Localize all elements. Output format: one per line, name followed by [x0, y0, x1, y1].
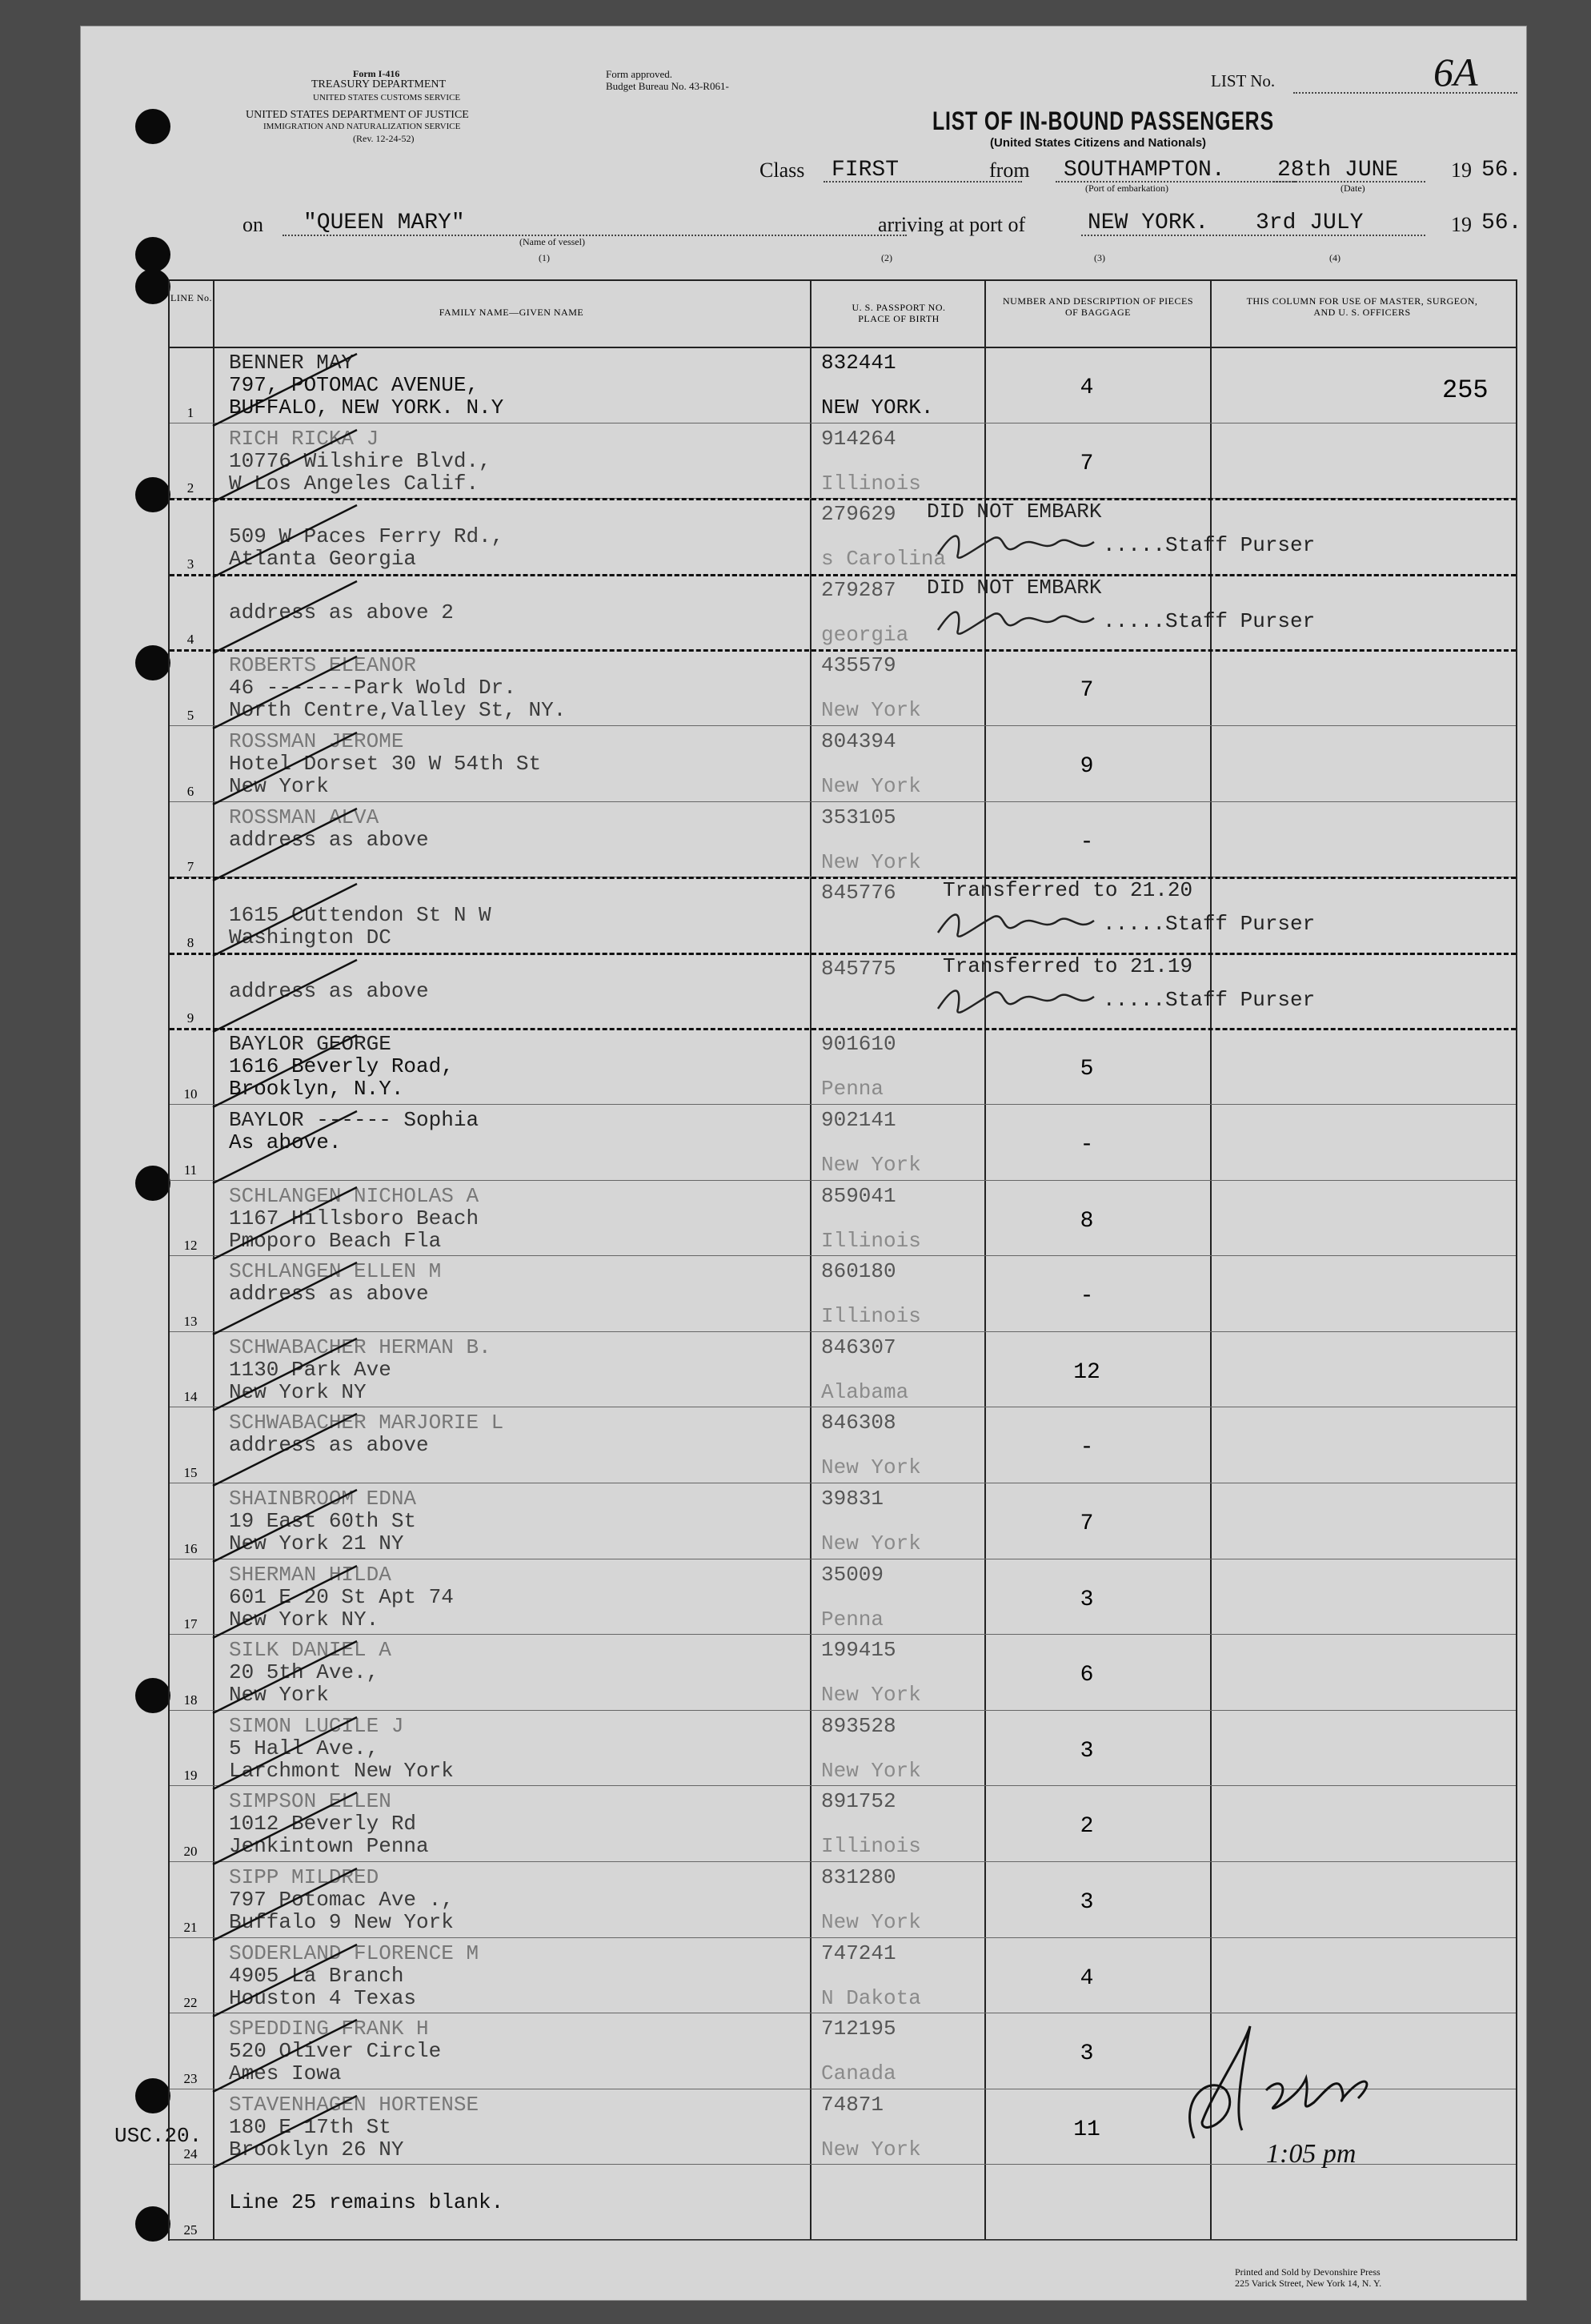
passport-and-birthplace: 891752 Illinois [821, 1789, 921, 1859]
passenger-name-address: BENNER MAY 797, POTOMAC AVENUE, BUFFALO, NEW YORK. N.Y [229, 351, 504, 419]
officer-note: 255 [1442, 375, 1489, 405]
check-mark [205, 1031, 365, 1119]
line-number: 6 [186, 783, 194, 799]
baggage-count: - [1080, 829, 1094, 855]
line-number: 25 [183, 2222, 198, 2238]
passport-and-birthplace: 901610 Penna [821, 1032, 896, 1102]
baggage-count: - [1080, 1284, 1094, 1310]
row-remark: DID NOT EMBARK [927, 575, 1102, 600]
passport-and-birthplace: 902141 New York [821, 1108, 921, 1177]
check-mark [205, 729, 365, 817]
passport-and-birthplace: 35009 Penna [821, 1562, 884, 1632]
passport-and-birthplace: 435579 New York [821, 653, 921, 723]
punch-hole [135, 109, 170, 144]
purser-title: .....Staff Purser [1103, 533, 1316, 558]
port-caption: (Port of embarkation) [1085, 183, 1168, 194]
passenger-name-address: ROBERTS ELEANOR 46 -------Park Wold Dr. North Centre,Valley St, NY. [229, 653, 567, 723]
line-number: 13 [183, 1313, 198, 1329]
arrival-date: 3rd JULY [1256, 211, 1364, 235]
baggage-count: 9 [1080, 754, 1094, 779]
row-remark: DID NOT EMBARK [927, 500, 1102, 524]
passport-and-birthplace: 353105 New York [821, 805, 921, 874]
from-label: from [989, 159, 1030, 182]
purser-title: .....Staff Purser [1103, 608, 1316, 633]
check-mark [205, 652, 365, 741]
line-number: 10 [183, 1086, 198, 1102]
customs-service: UNITED STATES CUSTOMS SERVICE [313, 93, 461, 102]
year-arrival: 56. [1481, 211, 1522, 235]
baggage-count: 5 [1080, 1057, 1094, 1082]
line-number: 20 [183, 1844, 198, 1859]
immigration-service: IMMIGRATION AND NATURALIZATION SERVICE [263, 122, 461, 131]
passenger-name-address: address as above 2 [229, 600, 454, 624]
punch-hole [135, 645, 170, 680]
vessel-caption: (Name of vessel) [519, 236, 585, 247]
passport-and-birthplace: 39831 New York [821, 1487, 921, 1555]
header-name: FAMILY NAME—GIVEN NAME [439, 307, 584, 318]
usc-stamp: USC.20. [114, 2124, 202, 2148]
passport-and-birthplace: 846307 Alabama [821, 1335, 909, 1404]
passenger-name-address: 1615 Cuttendon St N W Washington DC [229, 903, 491, 950]
passport-and-birthplace: 845775 [821, 956, 896, 981]
row-remark: Transferred to 21.19 [943, 953, 1193, 978]
passenger-name-address: SIPP MILDRED 797 Potomac Ave ., Buffalo 9 New York [229, 1865, 454, 1934]
check-mark [205, 1788, 365, 1876]
passport-and-birthplace: 860180 Illinois [821, 1259, 921, 1329]
baggage-count: 6 [1080, 1663, 1094, 1688]
check-mark [205, 577, 365, 665]
arrival-port: NEW YORK. [1088, 211, 1209, 235]
column-3-caption: (3) [1094, 252, 1105, 263]
passport-and-birthplace: 199415 New York [821, 1638, 921, 1708]
passenger-name-address: SILK DANIEL A 20 5th Ave., New York [229, 1638, 391, 1708]
punch-hole [135, 1166, 170, 1201]
header-passport: U. S. PASSPORT NO. PLACE OF BIRTH [852, 302, 946, 324]
list-no-label: LIST No. [1211, 71, 1276, 90]
passport-and-birthplace: 804394 New York [821, 729, 921, 798]
line-number: 23 [183, 2070, 198, 2086]
passenger-name-address: Line 25 remains blank. [229, 2190, 504, 2215]
year-prefix: 19 [1451, 159, 1472, 182]
baggage-count: 3 [1080, 1890, 1094, 1915]
printer-line-2: 225 Varick Street, New York 14, N. Y. [1235, 2278, 1382, 2289]
baggage-count: 2 [1080, 1814, 1094, 1840]
purser-signature [930, 522, 1114, 570]
passenger-name-address: SODERLAND FLORENCE M 4905 La Branch Houston 4 Texas [229, 1941, 479, 2010]
passenger-name-address: ROSSMAN JEROME Hotel Dorset 30 W 54th St New York [229, 729, 542, 798]
department-of-justice: UNITED STATES DEPARTMENT OF JUSTICE [246, 109, 469, 121]
class-value: FIRST [832, 158, 900, 183]
check-mark [205, 1713, 365, 1801]
passport-and-birthplace: 846308 New York [821, 1411, 921, 1480]
list-no-value: 6A [1433, 50, 1478, 94]
line-number: 4 [186, 632, 194, 648]
passenger-table [168, 279, 1517, 2241]
passport-and-birthplace: 859041 Illinois [821, 1183, 921, 1253]
line-number: 19 [183, 1768, 198, 1784]
line-number: 9 [186, 1010, 194, 1026]
passport-and-birthplace: 914264 Illinois [821, 426, 921, 496]
column-4-caption: (4) [1329, 252, 1341, 263]
column-2-caption: (2) [881, 252, 892, 263]
page-subtitle: (United States Citizens and Nationals) [990, 136, 1207, 150]
check-mark [205, 1258, 365, 1347]
punch-hole [135, 269, 170, 304]
header-line-no: LINE No. [170, 292, 212, 303]
baggage-count: 3 [1080, 1587, 1094, 1612]
line-number: 1 [186, 404, 194, 420]
budget-bureau: Budget Bureau No. 43-R061- [606, 80, 729, 92]
purser-signature [930, 901, 1114, 949]
baggage-count: 3 [1080, 1738, 1094, 1764]
passport-and-birthplace: 845776 [821, 881, 896, 905]
purser-signature [930, 977, 1114, 1025]
baggage-count: 7 [1080, 678, 1094, 704]
check-mark [205, 1486, 365, 1574]
date-caption: (Date) [1341, 183, 1365, 194]
on-label: on [242, 213, 263, 236]
check-mark [205, 2092, 365, 2180]
check-mark [205, 956, 365, 1044]
baggage-count: 7 [1080, 451, 1094, 476]
passport-and-birthplace: 831280 New York [821, 1865, 921, 1934]
port-of-embarkation: SOUTHAMPTON. [1064, 158, 1225, 183]
check-mark [205, 1410, 365, 1498]
treasury-department: TREASURY DEPARTMENT [311, 78, 447, 90]
passenger-name-address: STAVENHAGEN HORTENSE 180 E 17th St Brooklyn 26 NY [229, 2092, 479, 2161]
line-number: 2 [186, 480, 194, 496]
passenger-name-address: SHERMAN HILDA 601 E 20 St Apt 74 New York NY. [229, 1562, 454, 1632]
header-officers: THIS COLUMN FOR USE OF MASTER, SURGEON, AND U. S. OFFICERS [1246, 295, 1478, 318]
passenger-name-address: SCHWABACHER MARJORIE L address as above [229, 1411, 504, 1458]
check-mark [205, 1335, 365, 1423]
check-mark [205, 1183, 365, 1271]
passenger-name-address: SCHLANGEN NICHOLAS A 1167 Hillsboro Beach Pmoporo Beach Fla [229, 1183, 479, 1253]
line-number: 5 [186, 708, 194, 723]
passenger-name-address: SCHLANGEN ELLEN M address as above [229, 1259, 442, 1306]
check-mark [205, 1107, 365, 1195]
purser-title: .....Staff Purser [1103, 912, 1316, 937]
line-number: 3 [186, 556, 194, 572]
passenger-name-address: BAYLOR ------ Sophia As above. [229, 1108, 479, 1154]
line-number: 16 [183, 1540, 198, 1556]
baggage-count: - [1080, 1435, 1094, 1461]
form-number: Form I-416 [353, 68, 400, 79]
column-1-caption: (1) [539, 252, 550, 263]
line-number: 14 [183, 1389, 198, 1405]
passenger-name-address: SHAINBROOM EDNA 19 East 60th St New York 21 NY [229, 1487, 417, 1555]
passenger-name-address: address as above [229, 978, 429, 1003]
year-departure: 56. [1481, 158, 1522, 183]
passenger-name-address: BAYLOR GEORGE 1616 Beverly Road, Brooklyn, N.Y. [229, 1032, 454, 1102]
passport-and-birthplace: 747241 N Dakota [821, 1941, 921, 2010]
printer-line-1: Printed and Sold by Devonshire Press [1235, 2266, 1381, 2278]
baggage-count: 11 [1073, 2117, 1100, 2142]
passenger-name-address: SIMPSON ELLEN 1012 Beverly Rd Jenkintown Penna [229, 1789, 429, 1859]
line-number: 15 [183, 1465, 198, 1480]
year-prefix-2: 19 [1451, 213, 1472, 236]
check-mark [205, 1562, 365, 1650]
purser-signature [930, 598, 1114, 646]
baggage-count: 3 [1080, 2041, 1094, 2067]
line-number: 8 [186, 934, 194, 950]
punch-hole [135, 237, 170, 272]
punch-hole [135, 1678, 170, 1713]
passport-and-birthplace: 893528 New York [821, 1713, 921, 1783]
revision-date: (Rev. 12-24-52) [353, 133, 415, 144]
baggage-count: 7 [1080, 1511, 1094, 1536]
baggage-count: 12 [1073, 1359, 1100, 1385]
passport-and-birthplace: 832441 NEW YORK. [821, 351, 934, 419]
arriving-label: arriving at port of [878, 213, 1026, 236]
form-approved: Form approved. [606, 68, 673, 80]
passport-and-birthplace: 712195 Canada [821, 2017, 896, 2086]
purser-title: .....Staff Purser [1103, 987, 1316, 1012]
baggage-count: 4 [1080, 375, 1094, 400]
check-mark [205, 350, 365, 438]
baggage-count: 8 [1080, 1208, 1094, 1234]
signature-time: 1:05 pm [1266, 2139, 1357, 2169]
passenger-name-address: SPEDDING FRANK H 520 Oliver Circle Ames Iowa [229, 2017, 442, 2086]
check-mark [205, 1941, 365, 2029]
punch-hole [135, 2078, 170, 2113]
baggage-count: - [1080, 1133, 1094, 1158]
line-number: 22 [183, 1995, 198, 2011]
punch-hole [135, 477, 170, 512]
class-label: Class [759, 159, 805, 182]
baggage-count: 4 [1080, 1965, 1094, 1991]
departure-date: 28th JUNE [1277, 158, 1399, 183]
row-remark: Transferred to 21.20 [943, 878, 1193, 903]
check-mark [205, 1864, 365, 1953]
passenger-name-address: 509 W Paces Ferry Rd., Atlanta Georgia [229, 524, 504, 572]
passport-and-birthplace: 279287 georgia [821, 577, 909, 647]
passenger-name-address: ROSSMAN ALVA address as above [229, 805, 429, 852]
check-mark [205, 1637, 365, 1725]
check-mark [205, 2016, 365, 2104]
line-number: 17 [183, 1616, 198, 1632]
signature-scribble [1146, 2002, 1434, 2178]
passenger-name-address: RICH RICKA J 10776 Wilshire Blvd., W Los Angeles Calif. [229, 426, 491, 496]
line-number: 21 [183, 1919, 198, 1935]
vessel-name: "QUEEN MARY" [303, 211, 465, 235]
line-number: 18 [183, 1692, 198, 1708]
line-number: 7 [186, 859, 194, 875]
punch-hole [135, 2206, 170, 2242]
line-number: 12 [183, 1238, 198, 1254]
passport-and-birthplace: 279629 s Carolina [821, 502, 947, 572]
passport-and-birthplace [821, 2169, 834, 2236]
page-title: LIST OF IN-BOUND PASSENGERS [932, 106, 1274, 135]
passenger-name-address: SIMON LUCILE J 5 Hall Ave., Larchmont New York [229, 1713, 454, 1783]
header-baggage: NUMBER AND DESCRIPTION OF PIECES OF BAGGAGE [1002, 295, 1194, 318]
passenger-name-address: SCHWABACHER HERMAN B. 1130 Park Ave New York NY [229, 1335, 491, 1404]
line-number: 24 [183, 2146, 198, 2162]
line-number: 11 [183, 1162, 198, 1178]
passport-and-birthplace: 74871 New York [821, 2092, 921, 2161]
